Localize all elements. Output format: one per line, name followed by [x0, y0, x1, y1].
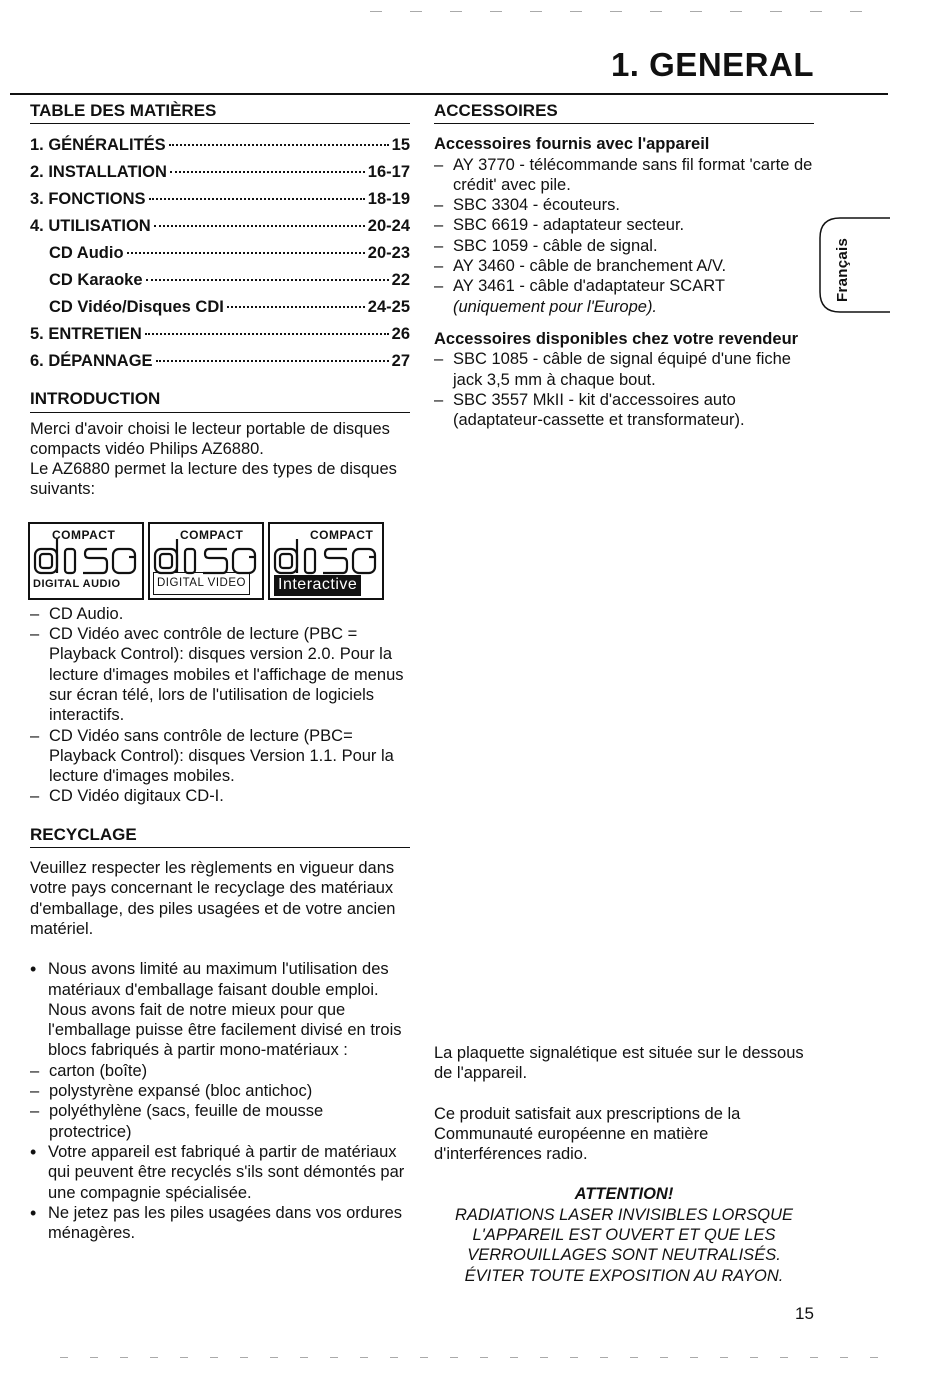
toc-entry-page: 20-23	[367, 244, 410, 263]
list-item: – carton (boîte)	[30, 1061, 410, 1081]
toc-entry-label: 1. GÉNÉRALITÉS	[30, 136, 166, 155]
toc-entry-label: CD Vidéo/Disques CDI	[49, 298, 224, 317]
disc-wordmark-icon	[33, 537, 139, 575]
chapter-title: 1. GENERAL	[610, 46, 814, 83]
attention-title: ATTENTION!	[574, 1185, 674, 1204]
recycling-bullets	[30, 1142, 410, 1243]
language-tab-frame	[818, 217, 890, 313]
introduction-heading: INTRODUCTION	[30, 389, 410, 412]
toc-entry-label: 5. ENTRETIEN	[30, 325, 142, 344]
scan-artifact-top	[370, 11, 870, 12]
introduction-paragraph: Le AZ6880 permet la lecture des types de disques suivants:	[30, 460, 397, 499]
toc-entry-page: 18-19	[367, 190, 410, 209]
logo-compact-text: COMPACT	[180, 527, 244, 542]
toc-entry-label: 4. UTILISATION	[30, 217, 151, 236]
list-item: – SBC 1085 - câble de signal équipé d'une fiche jack 3,5 mm à chaque bout.	[434, 349, 814, 390]
type-plate-notice: La plaquette signalétique est située sur le dessous de l'appareil.	[434, 1044, 804, 1083]
recycling-heading: RECYCLAGE	[30, 825, 410, 848]
laser-warning	[434, 1184, 814, 1285]
accessories-heading: ACCESSOIRES	[434, 101, 814, 124]
right-column	[434, 101, 814, 1285]
toc-leader	[227, 306, 365, 308]
list-item: • Votre appareil est fabriqué à partir de matériaux qui peuvent être recyclés s'ils sont démontés par une compagnie spécialisée.	[30, 1142, 410, 1203]
supplied-accessories-list	[434, 155, 814, 297]
disc-type-list	[30, 604, 410, 807]
toc-entry-label: 6. DÉPANNAGE	[30, 352, 153, 371]
list-item: – AY 3770 - télécommande sans fil format 'carte de crédit' avec pile.	[434, 155, 814, 196]
introduction-paragraph: Merci d'avoir choisi le lecteur portable de disques compacts vidéo Philips AZ6880.	[30, 419, 390, 458]
list-item: – CD Vidéo sans contrôle de lecture (PBC= Playback Control): disques Version 1.1. Pour la lecture d'images mobiles.	[30, 726, 410, 787]
disc-logos	[28, 522, 410, 600]
toc-entry-label: 2. INSTALLATION	[30, 163, 167, 182]
toc-entry	[30, 159, 410, 186]
disc-wordmark-icon	[273, 537, 379, 575]
attention-line: L'APPAREIL EST OUVERT ET QUE LES	[472, 1226, 776, 1245]
list-item: – SBC 1059 - câble de signal.	[434, 236, 814, 256]
list-item: – CD Vidéo digitaux CD-I.	[30, 786, 410, 806]
toc-entry	[30, 213, 410, 240]
logo-compact-text: COMPACT	[310, 527, 374, 542]
toc-entry-page: 27	[391, 352, 410, 371]
toc-leader	[156, 360, 389, 362]
toc-entry-label: 3. FONCTIONS	[30, 190, 146, 209]
eu-compliance-notice: Ce produit satisfait aux prescriptions de la Communauté européenne en matière d'interférences radio.	[434, 1104, 741, 1164]
compact-disc-interactive-logo	[268, 522, 384, 600]
toc-subentry	[30, 294, 410, 321]
toc-entry	[30, 132, 410, 159]
logo-caption: Interactive	[274, 575, 361, 595]
recycling-paragraph: Veuillez respecter les règlements en vigueur dans votre pays concernant le recyclage des matériaux d'emballage, des piles usagées et de votre ancien matériel.	[30, 859, 396, 938]
toc-entry-label: CD Karaoke	[49, 271, 143, 290]
list-item: – AY 3461 - câble d'adaptateur SCART	[434, 276, 814, 296]
toc-leader	[145, 333, 389, 335]
toc-entry-page: 24-25	[367, 298, 410, 317]
supplied-accessories-note: (uniquement pour l'Europe).	[453, 297, 658, 316]
page-number: 15	[795, 1304, 814, 1323]
list-item: – polystyrène expansé (bloc antichoc)	[30, 1081, 410, 1101]
language-tab-label: Français	[834, 237, 851, 302]
notices	[434, 1043, 814, 1286]
list-item: • Nous avons limité au maximum l'utilisation des matériaux d'emballage faisant double emploi. Nous avons fait de notre mieux pour que l'emballage puisse être facilement divisé en trois blocs fabriqués à partir mono-matériaux :	[30, 959, 410, 1060]
toc-entry-label: CD Audio	[49, 244, 124, 263]
toc-subentry	[30, 240, 410, 267]
toc-entry-page: 15	[391, 136, 410, 155]
toc-subentry	[30, 267, 410, 294]
toc-leader	[127, 252, 365, 254]
toc-entry	[30, 348, 410, 375]
toc-leader	[154, 225, 365, 227]
disc-wordmark-icon	[153, 537, 259, 575]
supplied-accessories-heading: Accessoires fournis avec l'appareil	[434, 135, 710, 154]
language-tab	[818, 217, 890, 313]
list-item: – CD Vidéo avec contrôle de lecture (PBC = Playback Control): disques version 2.0. Pour la lecture d'images mobiles et l'affichage de menus sur écran télé, lors de l'utilisation de logiciels interactifs.	[30, 624, 410, 725]
attention-line: ÉVITER TOUTE EXPOSITION AU RAYON.	[464, 1266, 784, 1285]
logo-compact-text: COMPACT	[52, 527, 116, 542]
toc-entry	[30, 186, 410, 213]
attention-line: RADIATIONS LASER INVISIBLES LORSQUE	[454, 1205, 794, 1224]
list-item: • Ne jetez pas les piles usagées dans vos ordures ménagères.	[30, 1203, 410, 1244]
logo-caption: DIGITAL VIDEO	[153, 572, 250, 594]
toc-entry-page: 16-17	[367, 163, 410, 182]
toc-entry-page: 22	[391, 271, 410, 290]
toc-leader	[146, 279, 389, 281]
toc-leader	[149, 198, 365, 200]
toc-leader	[170, 171, 365, 173]
scan-artifact-bottom	[60, 1357, 890, 1358]
attention-line: VERROUILLAGES SONT NEUTRALISÉS.	[467, 1246, 781, 1265]
dealer-accessories-heading: Accessoires disponibles chez votre revendeur	[434, 329, 799, 348]
toc-entry-page: 26	[391, 325, 410, 344]
toc-heading: TABLE DES MATIÈRES	[30, 101, 410, 124]
toc-entry-page: 20-24	[367, 217, 410, 236]
compact-disc-digital-audio-logo	[28, 522, 144, 600]
list-item: – SBC 3304 - écouteurs.	[434, 195, 814, 215]
header-rule	[10, 93, 888, 95]
toc-entry	[30, 321, 410, 348]
dealer-accessories-list	[434, 349, 814, 430]
material-list	[30, 1061, 410, 1142]
left-column	[30, 101, 410, 1243]
compact-disc-digital-video-logo	[148, 522, 264, 600]
list-item: – CD Audio.	[30, 604, 410, 624]
list-item: – AY 3460 - câble de branchement A/V.	[434, 256, 814, 276]
recycling-bullets	[30, 959, 410, 1060]
list-item: – SBC 6619 - adaptateur secteur.	[434, 215, 814, 235]
toc-leader	[169, 144, 389, 146]
list-item: – polyéthylène (sacs, feuille de mousse protectrice)	[30, 1101, 410, 1142]
table-of-contents	[30, 132, 410, 375]
logo-caption: DIGITAL AUDIO	[33, 578, 121, 591]
list-item: – SBC 3557 MkII - kit d'accessoires auto (adaptateur-cassette et transformateur).	[434, 390, 814, 431]
